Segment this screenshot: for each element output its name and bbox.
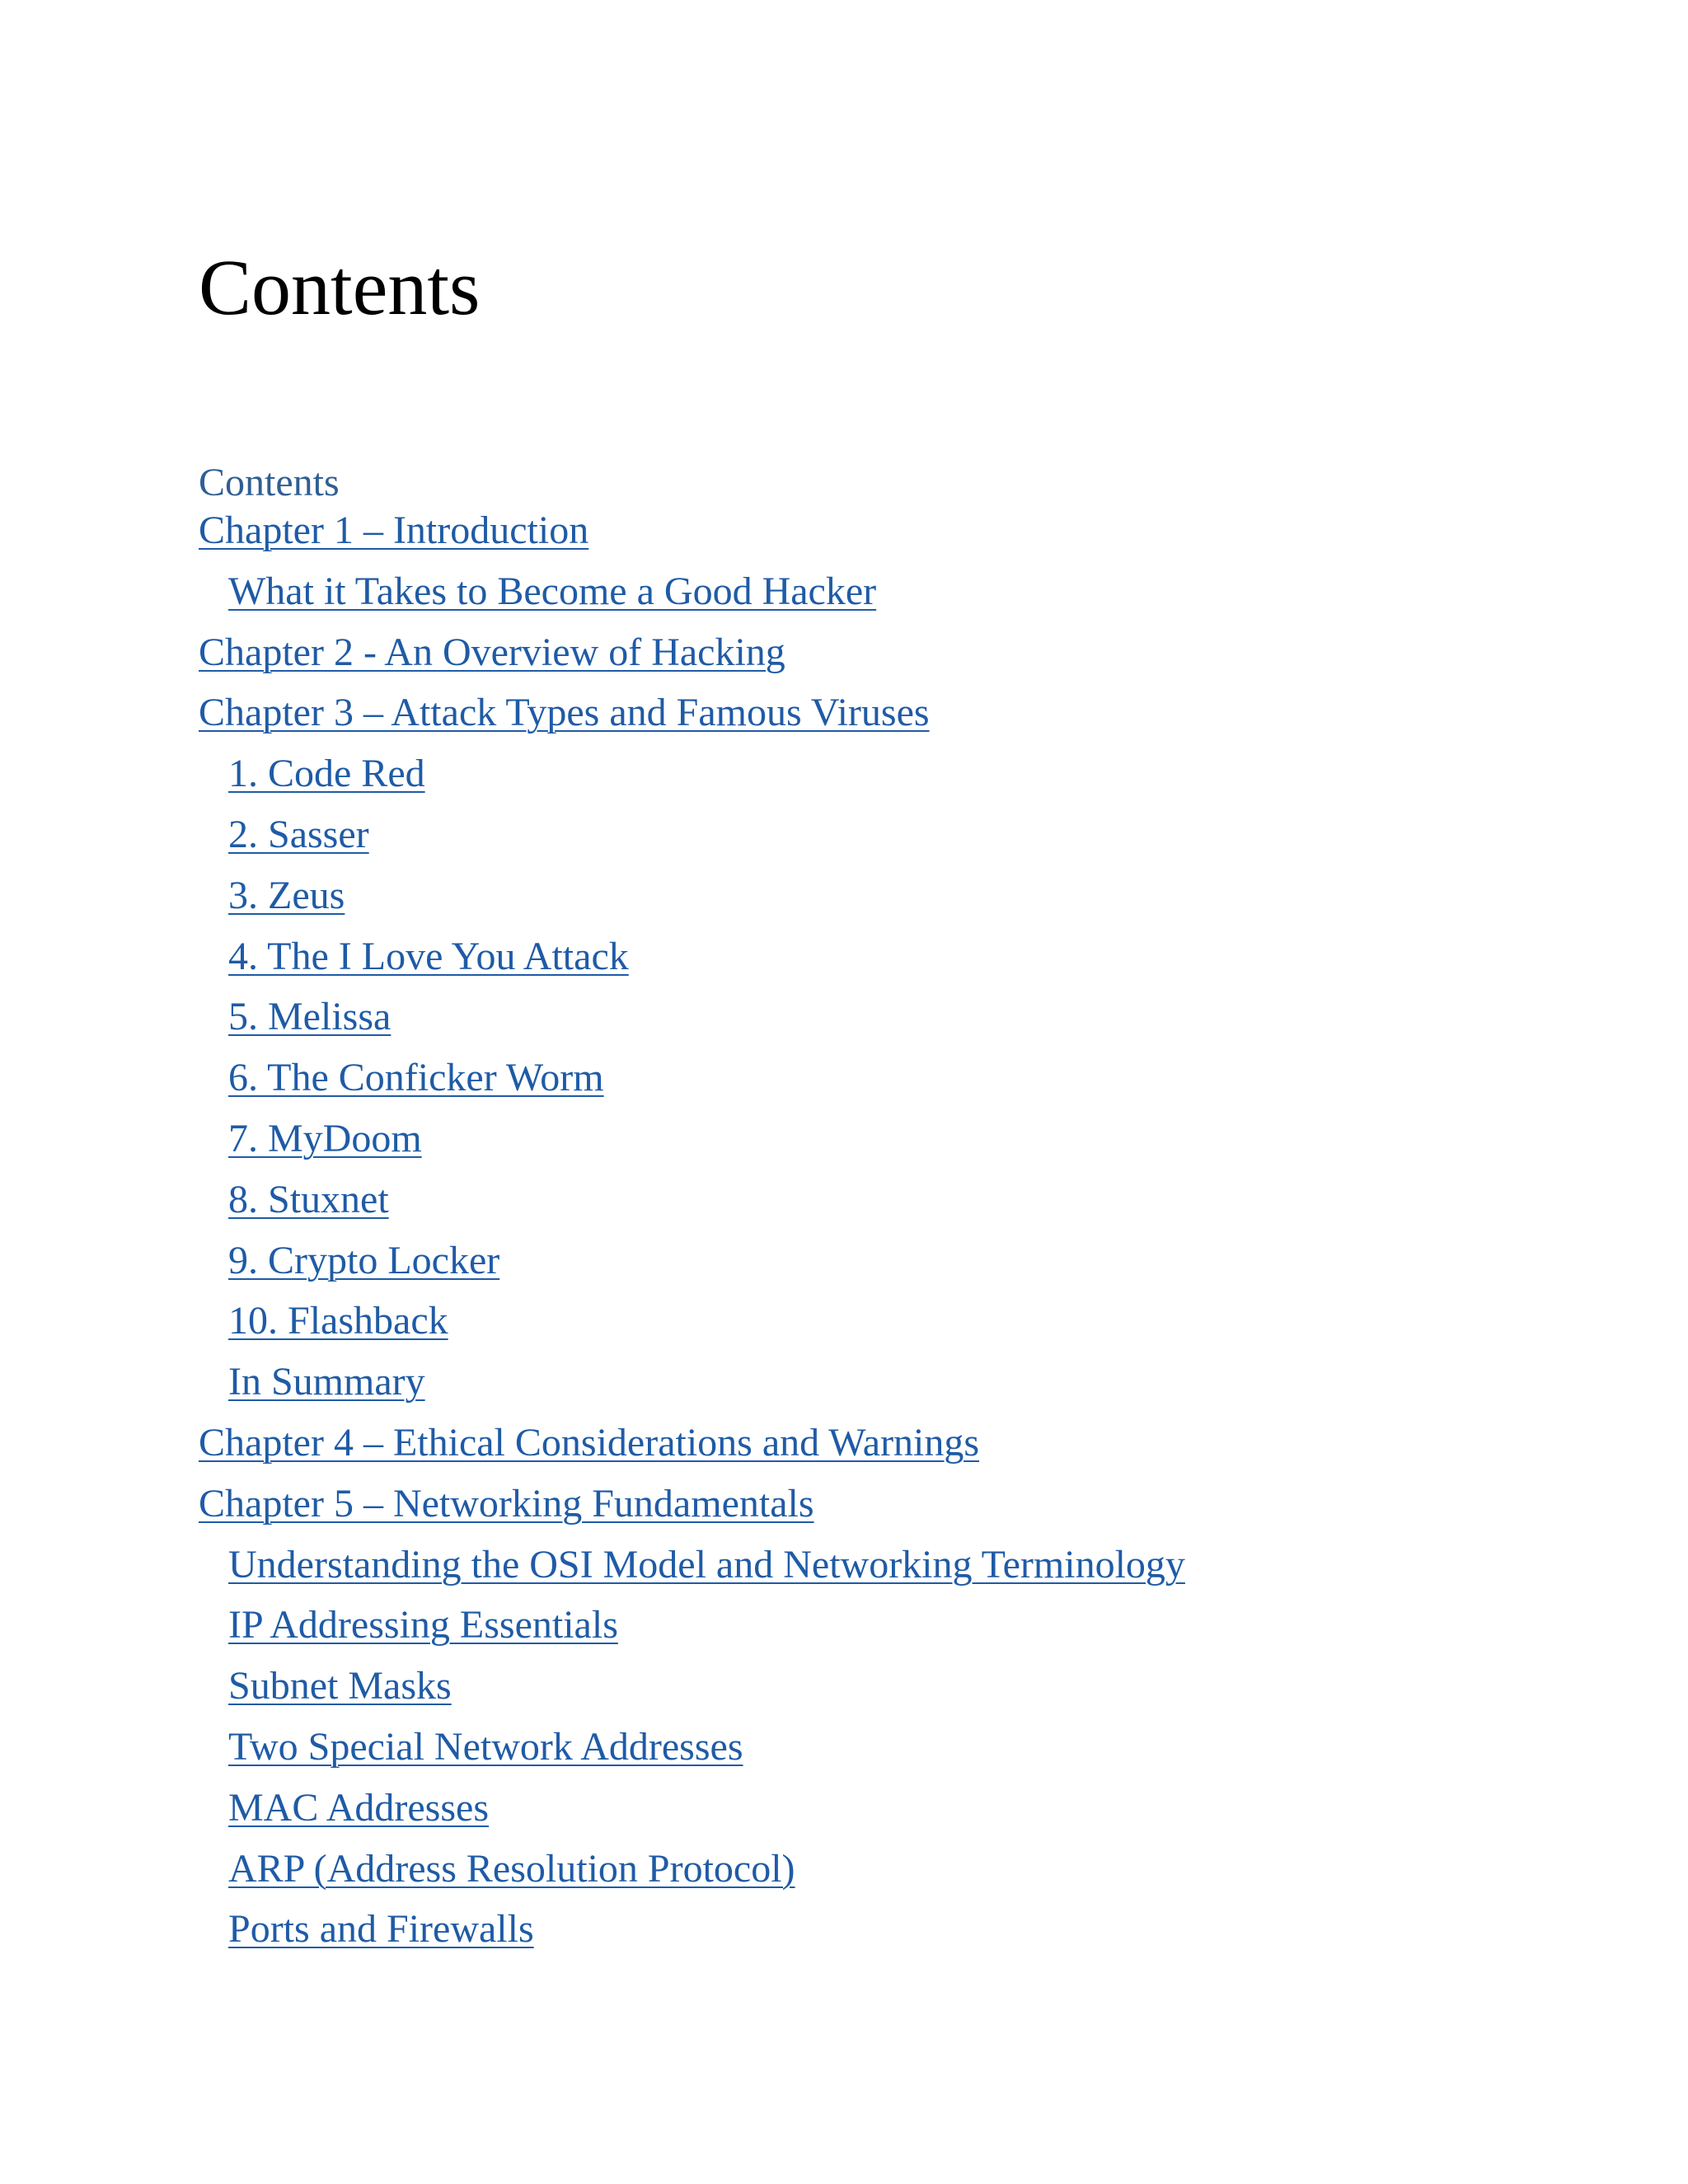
toc-link-mac-addresses[interactable]: MAC Addresses [228,1785,490,1830]
toc-entry [199,629,1185,690]
toc-link-in-summary[interactable]: In Summary [228,1360,425,1404]
toc-entry [199,1480,1185,1541]
toc-entry [199,1905,1185,1966]
toc-entry [199,811,1185,872]
toc-entry [199,1237,1185,1298]
toc-entry [199,1115,1185,1176]
toc-link-chapter-4[interactable]: Chapter 4 – Ethical Considerations and Warnings [199,1420,980,1465]
toc-link-ports-firewalls[interactable]: Ports and Firewalls [228,1907,534,1952]
page-title: Contents [199,243,481,331]
toc-entry [199,993,1185,1054]
toc-entry [199,689,1185,750]
toc-link-code-red[interactable]: 1. Code Red [228,752,425,796]
toc-entry [199,1419,1185,1480]
toc-entry [199,1297,1185,1358]
toc-link-arp[interactable]: ARP (Address Resolution Protocol) [228,1846,795,1891]
toc-entry [199,1784,1185,1845]
toc-link-zeus[interactable]: 3. Zeus [228,873,345,917]
toc-heading: Contents [199,461,340,504]
toc-entry [199,1054,1185,1115]
toc-link-special-addresses[interactable]: Two Special Network Addresses [228,1724,743,1769]
toc-link-i-love-you[interactable]: 4. The I Love You Attack [228,934,629,978]
toc-link-sasser[interactable]: 2. Sasser [228,812,369,856]
toc-entry [199,1662,1185,1723]
toc-link-chapter-1[interactable]: Chapter 1 – Introduction [199,509,589,552]
toc-entry [199,1176,1185,1237]
toc-link-ip-addressing[interactable]: IP Addressing Essentials [228,1603,618,1647]
table-of-contents [199,507,1185,1966]
toc-entry [199,872,1185,933]
toc-link-good-hacker[interactable]: What it Takes to Become a Good Hacker [228,569,877,613]
toc-link-conficker[interactable]: 6. The Conficker Worm [228,1056,604,1100]
toc-entry [199,1845,1185,1906]
toc-link-chapter-5[interactable]: Chapter 5 – Networking Fundamentals [199,1481,814,1526]
toc-link-flashback[interactable]: 10. Flashback [228,1299,448,1343]
toc-link-melissa[interactable]: 5. Melissa [228,995,392,1039]
toc-link-crypto-locker[interactable]: 9. Crypto Locker [228,1238,500,1282]
toc-link-osi-model[interactable]: Understanding the OSI Model and Networking Terminology [228,1542,1185,1586]
toc-link-chapter-3[interactable]: Chapter 3 – Attack Types and Famous Viruses [199,691,930,735]
toc-entry [199,1358,1185,1419]
toc-link-mydoom[interactable]: 7. MyDoom [228,1116,422,1160]
toc-link-stuxnet[interactable]: 8. Stuxnet [228,1177,389,1221]
toc-entry [199,507,1185,568]
toc-link-subnet-masks[interactable]: Subnet Masks [228,1664,452,1708]
toc-entry [199,1541,1185,1602]
toc-entry [199,933,1185,994]
toc-entry [199,1723,1185,1784]
toc-entry [199,1601,1185,1662]
toc-entry [199,750,1185,811]
toc-entry [199,568,1185,629]
toc-link-chapter-2[interactable]: Chapter 2 - An Overview of Hacking [199,630,785,674]
